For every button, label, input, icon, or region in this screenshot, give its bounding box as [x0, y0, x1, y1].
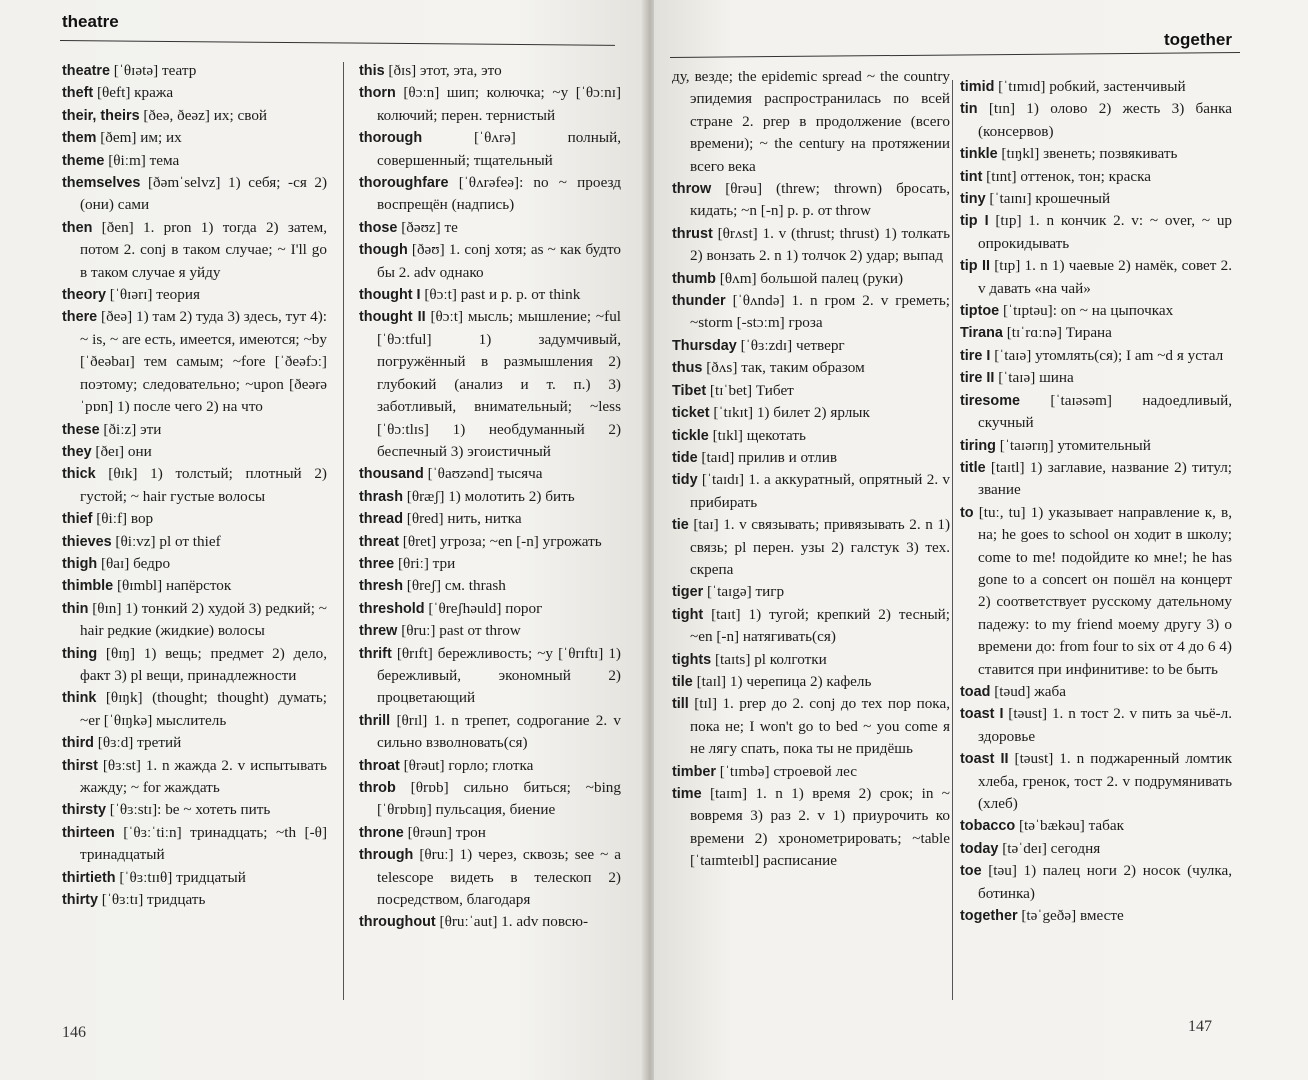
headword: tickle: [672, 427, 709, 444]
dictionary-entry: [672, 380, 950, 402]
headword: timid: [960, 79, 995, 95]
dictionary-entry: [359, 486, 621, 508]
headword: title: [960, 459, 986, 476]
definition: [taɪd] прилив и отлив: [701, 448, 838, 466]
definition: [θɪn] 1) тонкий 2) худой 3) редкий; ~ hair редкие (жидкие) волосы: [80, 599, 328, 640]
definition: [θiːvz] pl от thief: [115, 532, 221, 550]
definition: [ˈθʌrə] полный, совершенный; тщательный: [377, 129, 621, 169]
definition: [tuː, tu] 1) указывает направление к, в, на; he goes to school он ходит в школу; come to me! подойдите ко мне!; he has gone to a concert он пошёл на концерт 2) соответствует русскому дательному падежу: to my friend моему другу 3) о времени до: from four to six от 4 до 6 4) ставится при инфинитиве: to be быть: [978, 503, 1232, 678]
headword: tie: [672, 517, 689, 534]
dictionary-entry: [672, 514, 950, 581]
definition: [tɪˈrɑːnə] Тирана: [1006, 324, 1112, 342]
headword: thorn: [359, 85, 396, 102]
headword: threshold: [359, 600, 425, 617]
dictionary-entry: [62, 531, 327, 553]
dictionary-entry: [359, 777, 621, 822]
headword: think: [62, 690, 97, 707]
dictionary-entry: [62, 598, 327, 643]
dictionary-entry: [672, 223, 950, 268]
dictionary-entry: [62, 150, 327, 172]
definition: [θiːf] вор: [96, 510, 154, 528]
dictionary-entry: [672, 402, 950, 424]
definition: [təˈbækəu] табак: [1018, 817, 1124, 835]
dictionary-entry: [960, 322, 1232, 344]
dictionary-entry: [359, 60, 621, 82]
headword: thirsty: [62, 802, 106, 819]
headword: tin: [960, 101, 978, 118]
definition: [θɔːn] шип; колючка; ~y [ˈθɔːnɪ] колючий; перен. тернистый: [377, 84, 622, 124]
definition: [ˈtaɪə] утомлять(ся); I am ~d я устал: [994, 346, 1224, 364]
definition: [təˈgeðə] вместе: [1021, 907, 1124, 925]
dictionary-entry: [960, 681, 1232, 703]
dictionary-entry: [960, 143, 1232, 165]
headword: threw: [359, 623, 398, 640]
headword: tinkle: [960, 146, 998, 163]
dictionary-entry: [62, 553, 327, 575]
headword: thirteen: [62, 824, 115, 841]
dictionary-entry: [359, 284, 621, 306]
dictionary-entry: [359, 575, 621, 597]
headword: tide: [672, 449, 698, 466]
dictionary-entry: [672, 693, 950, 760]
definition: [θred] нить, нитка: [406, 510, 522, 528]
definition: [ðəʊz] те: [401, 218, 458, 236]
definition: [təˈdeɪ] сегодня: [1002, 839, 1101, 857]
headword: this: [359, 63, 385, 79]
headword: thrash: [359, 488, 403, 505]
definition: [θiːm] тема: [108, 151, 180, 169]
definition: [θɪk] 1) толстый; плотный 2) густой; ~ hair густые волосы: [80, 465, 327, 505]
dictionary-entry: [359, 553, 621, 575]
dictionary-entry: [359, 620, 621, 642]
headword: thimble: [62, 578, 114, 595]
dictionary-entry: [359, 82, 621, 127]
headword: thin: [62, 600, 89, 617]
definition: [θɜːd] третий: [97, 734, 182, 752]
definition: [ˈθɜːˈtiːn] тринадцать; ~th [-θ] тринадцатый: [80, 823, 328, 864]
headword: Tibet: [672, 382, 707, 399]
dictionary-entry: [62, 419, 327, 441]
dictionary-entry: [62, 127, 327, 149]
dictionary-entry: [62, 172, 327, 217]
headword: thrill: [359, 712, 391, 729]
dictionary-entry: [62, 687, 327, 732]
dictionary-entry: [62, 575, 327, 597]
definition: [θɜːst] 1. n жажда 2. v испытывать жажду; ~ for жаждать: [80, 756, 327, 796]
page-number: 147: [1188, 1018, 1212, 1035]
definition: [tɪp] 1. n 1) чаевые 2) намёк, совет 2. v давать «на чай»: [978, 257, 1233, 297]
definition: [ðeɪ] они: [95, 442, 152, 460]
headword: tint: [960, 168, 983, 185]
dictionary-entry: [960, 748, 1232, 815]
dictionary-entry: [62, 82, 327, 104]
definition: [ˈθɪətə] театр: [113, 62, 197, 79]
headword: today: [960, 840, 999, 857]
dictionary-entry: [672, 761, 950, 783]
headword: Thursday: [672, 337, 737, 354]
definition: [θʌm] большой палец (руки): [719, 269, 904, 287]
definition: [ˈtaɪgə] тигр: [706, 583, 785, 601]
dictionary-entry: [62, 463, 327, 508]
definition: [taɪtl] 1) заглавие, название 2) титул; звание: [978, 458, 1232, 499]
dictionary-entry: [359, 217, 621, 239]
dictionary-entry: [672, 671, 950, 693]
headword: threat: [359, 533, 399, 550]
definition: [ˈtɪmbə] строевой лес: [719, 762, 858, 780]
headword: throb: [359, 780, 396, 796]
headword: throughout: [359, 914, 436, 931]
head-rule: [670, 52, 1240, 58]
definition: [tɪˈbet] Тибет: [709, 381, 794, 399]
definition: [ˈtaɪərɪŋ] утомительный: [999, 436, 1151, 454]
headword: toast I: [960, 706, 1004, 723]
definition: [ðeə, ðeəz] их; свой: [143, 106, 268, 124]
dictionary-entry: [359, 172, 621, 217]
headword: third: [62, 735, 94, 752]
headword: through: [359, 847, 414, 864]
definition: [ðəʊ] 1. conj хотя; as ~ как будто бы 2. adv однако: [377, 241, 621, 281]
column-3: [672, 66, 950, 873]
headword: themselves: [62, 175, 141, 192]
headword: thorough: [359, 130, 423, 147]
headword: toe: [960, 863, 982, 880]
dictionary-entry: [960, 703, 1232, 748]
dictionary-entry: [672, 66, 950, 178]
definition: [θrɪl] 1. n трепет, содрогание 2. v сильно взволновать(ся): [377, 711, 621, 752]
definition: [ðiːz] эти: [103, 420, 162, 438]
dictionary-entry: [359, 531, 621, 553]
headword: tire II: [960, 370, 995, 387]
dictionary-entry: [672, 447, 950, 469]
dictionary-entry: [960, 457, 1232, 502]
definition: [təust] 1. n тост 2. v пить за чьё-л. здоровье: [978, 705, 1232, 745]
definition: [θrəut] горло; глотка: [403, 756, 534, 774]
headword: thirst: [62, 757, 98, 774]
dictionary-entry: [359, 643, 621, 710]
headword: toast II: [960, 751, 1009, 768]
dictionary-entry: [960, 98, 1232, 143]
definition: [ˈtaɪdɪ] 1. a аккуратный, опрятный 2. v прибирать: [690, 471, 950, 511]
definition: [ˈtɪmɪd] робкий, застенчивый: [998, 78, 1186, 95]
dictionary-entry: [672, 469, 950, 514]
dictionary-entry: [960, 166, 1232, 188]
definition: [ˈθreʃhəuld] порог: [428, 599, 543, 617]
headword: tire I: [960, 347, 991, 364]
dictionary-entry: [672, 581, 950, 603]
headword: thresh: [359, 578, 403, 595]
dictionary-entry: [960, 76, 1232, 98]
headword: these: [62, 421, 100, 438]
definition: [θɪŋ] 1) вещь; предмет 2) дело, факт 3) pl вещи, принадлежности: [80, 644, 327, 684]
definition: ду, везде; the epidemic spread ~ the country эпидемия распространилась по всей стране 2. prep в продолжение (всего времени); ~ the century на протяжении всего века: [672, 68, 950, 175]
headword: thought II: [359, 309, 426, 326]
headword: tiny: [960, 191, 986, 208]
definition: [θrɪft] бережливость; ~y [ˈθrɪftɪ] 1) бережливый, экономный 2) процветающий: [377, 644, 621, 707]
dictionary-entry: [960, 210, 1232, 255]
definition: [θɪŋk] (thought; thought) думать; ~er [ˈθɪŋkə] мыслитель: [80, 689, 327, 729]
definition: [θruː] 1) через, сквозь; see ~ a telescope видеть в телескоп 2) посредством, благодаря: [377, 846, 621, 909]
dictionary-entry: [359, 822, 621, 844]
headword: those: [359, 219, 398, 236]
dictionary-entry: [672, 604, 950, 649]
dictionary-entry: [672, 649, 950, 671]
dictionary-entry: [62, 306, 327, 418]
headword: then: [62, 219, 93, 236]
headword: thirty: [62, 892, 98, 909]
definition: [tɪn] 1) олово 2) жесть 3) банка (консервов): [978, 100, 1233, 140]
definition: [θrʌst] 1. v (thrust; thrust) 1) толкать 2) вонзать 2. n 1) толчок 2) удар; выпад: [690, 224, 950, 265]
definition: [ˈθʌndə] 1. n гром 2. v греметь; ~storm [-stɔːm] гроза: [690, 292, 950, 332]
definition: [θret] угроза; ~en [-n] угрожать: [402, 532, 602, 550]
dictionary-entry: [62, 441, 327, 463]
dictionary-entry: [672, 268, 950, 290]
headword: three: [359, 555, 395, 572]
headword: though: [359, 242, 408, 259]
headword: tip I: [960, 213, 989, 230]
definition: [ðen] 1. pron 1) тогда 2) затем, потом 2. conj в таком случае; ~ I'll go в таком случае я уйду: [80, 218, 327, 281]
definition: [ðʌs] так, таким образом: [706, 359, 865, 377]
definition: [tɪl] 1. prep до 2. conj до тех пор пока, пока не; I won't go to bed ~ you come я не лягу спать, пока ты не придёшь: [690, 695, 950, 758]
definition: [ˈtaɪə] шина: [998, 369, 1074, 387]
dictionary-entry: [960, 188, 1232, 210]
definition: [ˈθɪərɪ] теория: [109, 286, 200, 304]
dictionary-entry: [359, 598, 621, 620]
dictionary-entry: [672, 335, 950, 357]
headword: thumb: [672, 270, 716, 287]
definition: [ˈθɜːstɪ]: be ~ хотеть пить: [109, 801, 271, 819]
dictionary-entry: [359, 463, 621, 485]
headword: tiger: [672, 584, 704, 601]
headword: timber: [672, 763, 716, 780]
dictionary-entry: [960, 255, 1232, 300]
headword: ticket: [672, 405, 710, 422]
headword: throne: [359, 824, 404, 841]
dictionary-entry: [672, 290, 950, 335]
head-rule: [60, 40, 615, 46]
headword: toad: [960, 683, 991, 700]
definition: [θrəun] трон: [407, 823, 486, 841]
dictionary-entry: [960, 435, 1232, 457]
headword: theft: [62, 85, 94, 102]
headword: thing: [62, 645, 98, 662]
headword: tip II: [960, 258, 990, 275]
dictionary-entry: [62, 732, 327, 754]
definition: [ˈθʌrəfeə]: no ~ проезд воспрещён (надпись): [377, 174, 621, 214]
headword: tiptoe: [960, 303, 1000, 320]
definition: [ˈtaɪəsəm] надоедливый, скучный: [978, 391, 1232, 432]
headword: thrust: [672, 225, 713, 242]
dictionary-entry: [960, 390, 1232, 435]
dictionary-entry: [960, 905, 1232, 927]
dictionary-entry: [359, 710, 621, 755]
definition: [təust] 1. n поджаренный ломтик хлеба, гренок, тост 2. v подрумянивать (хлеб): [978, 750, 1232, 812]
definition: [tɪŋkl] звенеть; позвякивать: [1001, 145, 1178, 163]
definition: [ˈtɪptəu]: on ~ на цыпочках: [1002, 302, 1174, 320]
headword: thus: [672, 360, 703, 377]
definition: [θɪmbl] напёрсток: [116, 577, 232, 595]
definition: [ˈtɪkɪt] 1) билет 2) ярлык: [713, 404, 870, 422]
dictionary-entry: [672, 178, 950, 223]
headword: thieves: [62, 533, 112, 550]
dictionary-entry: [359, 911, 621, 933]
dictionary-entry: [359, 127, 621, 172]
definition: [θrəu] (threw; thrown) бросать, кидать; ~n [-n] p. p. от throw: [690, 180, 950, 220]
definition: [tɪp] 1. n кончик 2. v: ~ over, ~ up опрокидывать: [978, 212, 1233, 252]
headword: thrift: [359, 645, 392, 662]
definition: [ˈθɜːtɪɪθ] тридцатый: [119, 868, 246, 886]
column-4: [960, 76, 1232, 927]
dictionary-entry: [672, 357, 950, 379]
dictionary-entry: [62, 643, 327, 688]
headword: thought I: [359, 287, 421, 304]
dictionary-entry: [960, 838, 1232, 860]
headword: theatre: [62, 63, 110, 79]
headword: they: [62, 443, 92, 460]
dictionary-entry: [62, 284, 327, 306]
running-head: together: [1164, 30, 1232, 49]
headword: theory: [62, 287, 106, 304]
dictionary-entry: [62, 105, 327, 127]
headword: throw: [672, 181, 712, 198]
dictionary-entry: [960, 367, 1232, 389]
definition: [ˈθɜːzdɪ] четверг: [740, 336, 845, 354]
headword: thoroughfare: [359, 175, 449, 192]
headword: tights: [672, 651, 712, 668]
definition: [taɪ] 1. v связывать; привязывать 2. n 1) связь; pl перен. узы 2) галстук 3) тех. скрепа: [690, 516, 951, 578]
definition: [tɪnt] оттенок, тон; краска: [986, 167, 1151, 185]
headword: there: [62, 309, 98, 326]
definition: [taɪt] 1) тугой; крепкий 2) тесный; ~en [-n] натягивать(ся): [690, 605, 950, 646]
column-2: [359, 60, 621, 934]
definition: [θaɪ] бедро: [100, 554, 171, 572]
column-divider: [952, 80, 953, 1000]
dictionary-entry: [359, 239, 621, 284]
dictionary-entry: [62, 889, 327, 911]
headword: tidy: [672, 472, 698, 489]
headword: tobacco: [960, 818, 1016, 835]
headword: thread: [359, 511, 403, 528]
dictionary-entry: [62, 867, 327, 889]
dictionary-entry: [359, 508, 621, 530]
definition: [θreʃ] см. thrash: [406, 577, 506, 595]
dictionary-entry: [62, 799, 327, 821]
dictionary-entry: [672, 425, 950, 447]
definition: [taɪts] pl колготки: [714, 650, 827, 668]
definition: [ðem] им; их: [100, 129, 182, 147]
definition: [θrɒb] сильно биться; ~bing [ˈθrɒbɪŋ] пульсация, биение: [377, 779, 621, 819]
definition: [θriː] три: [398, 554, 456, 572]
dictionary-entry: [960, 502, 1232, 681]
definition: [tɪkl] щекотать: [712, 426, 806, 444]
right-page: [654, 0, 1308, 1080]
dictionary-entry: [960, 345, 1232, 367]
headword: thigh: [62, 555, 98, 572]
definition: [taɪm] 1. n 1) время 2) срок; in ~ вовремя 3) раз 2. v 1) приурочить ко времени 2) хронометрировать; ~table [ˈtaɪmteɪbl] расписание: [690, 785, 950, 870]
definition: [θɔːt] past и p. p. от think: [424, 286, 581, 304]
headword: thunder: [672, 293, 726, 310]
headword: till: [672, 696, 689, 713]
page-number: 146: [62, 1024, 86, 1041]
headword: tiring: [960, 437, 996, 454]
definition: [təu] 1) палец ноги 2) носок (чулка, ботинка): [978, 862, 1233, 902]
definition: [ˈtaɪnɪ] крошечный: [989, 190, 1111, 208]
definition: [ðeə] 1) там 2) туда 3) здесь, тут 4): ~ is, ~ are есть, имеется, имеются; ~by [ˈðeəbaɪ] тем самым; ~fore [ˈðeəfɔː] поэтому; следовательно; ~upon [ðeərəˈpɒn] 1) после чего 2) на что: [80, 308, 328, 416]
definition: [θræʃ] 1) молотить 2) бить: [406, 487, 575, 505]
dictionary-entry: [359, 755, 621, 777]
dictionary-entry: [359, 306, 621, 463]
left-page: [0, 0, 646, 1080]
definition: [ˈθɜːtɪ] тридцать: [101, 891, 206, 909]
column-1: [62, 60, 327, 911]
headword: thief: [62, 511, 93, 528]
definition: [taɪl] 1) черепица 2) кафель: [696, 672, 872, 690]
headword: tight: [672, 606, 704, 623]
definition: [ˈθaʊzənd] тысяча: [427, 465, 543, 483]
dictionary-entry: [62, 822, 327, 867]
dictionary-entry: [960, 300, 1232, 322]
headword: tiresome: [960, 392, 1020, 409]
dictionary-entry: [359, 844, 621, 911]
dictionary-entry: [62, 60, 327, 82]
running-head: theatre: [62, 12, 119, 31]
definition: [ðəmˈselvz] 1) себя; -ся 2) (они) сами: [80, 174, 328, 214]
headword: thousand: [359, 466, 424, 483]
headword: time: [672, 786, 702, 802]
headword: tile: [672, 673, 693, 690]
dictionary-entry: [62, 755, 327, 800]
dictionary-entry: [62, 508, 327, 530]
definition: [θɔːt] мысль; мышление; ~ful [ˈθɔːtful] 1) задумчивый, погружённый в размышления 2) глубокий (анализ и т. п.) 3) заботливый, внимательный; ~less [ˈθɔːtlɪs] 1) необдуманный 2) беспечный 3) эгоистичный: [377, 308, 622, 460]
definition: [θruːˈaut] 1. adv повсю-: [439, 913, 589, 931]
definition: [ðɪs] этот, эта, это: [388, 62, 502, 79]
headword: to: [960, 504, 974, 521]
headword: together: [960, 908, 1018, 925]
definition: [θeft] кража: [96, 84, 174, 102]
dictionary-entry: [672, 783, 950, 873]
dictionary-entry: [960, 860, 1232, 905]
headword: their, theirs: [62, 107, 140, 124]
headword: them: [62, 130, 97, 147]
headword: thirtieth: [62, 869, 116, 886]
dictionary-entry: [62, 217, 327, 284]
definition: [θruː] past от throw: [401, 622, 521, 640]
headword: theme: [62, 152, 105, 169]
dictionary-entry: [960, 815, 1232, 837]
definition: [təud] жаба: [994, 682, 1066, 700]
column-divider: [343, 62, 344, 1000]
headword: thick: [62, 466, 96, 483]
headword: Tirana: [960, 325, 1003, 342]
headword: throat: [359, 757, 400, 774]
